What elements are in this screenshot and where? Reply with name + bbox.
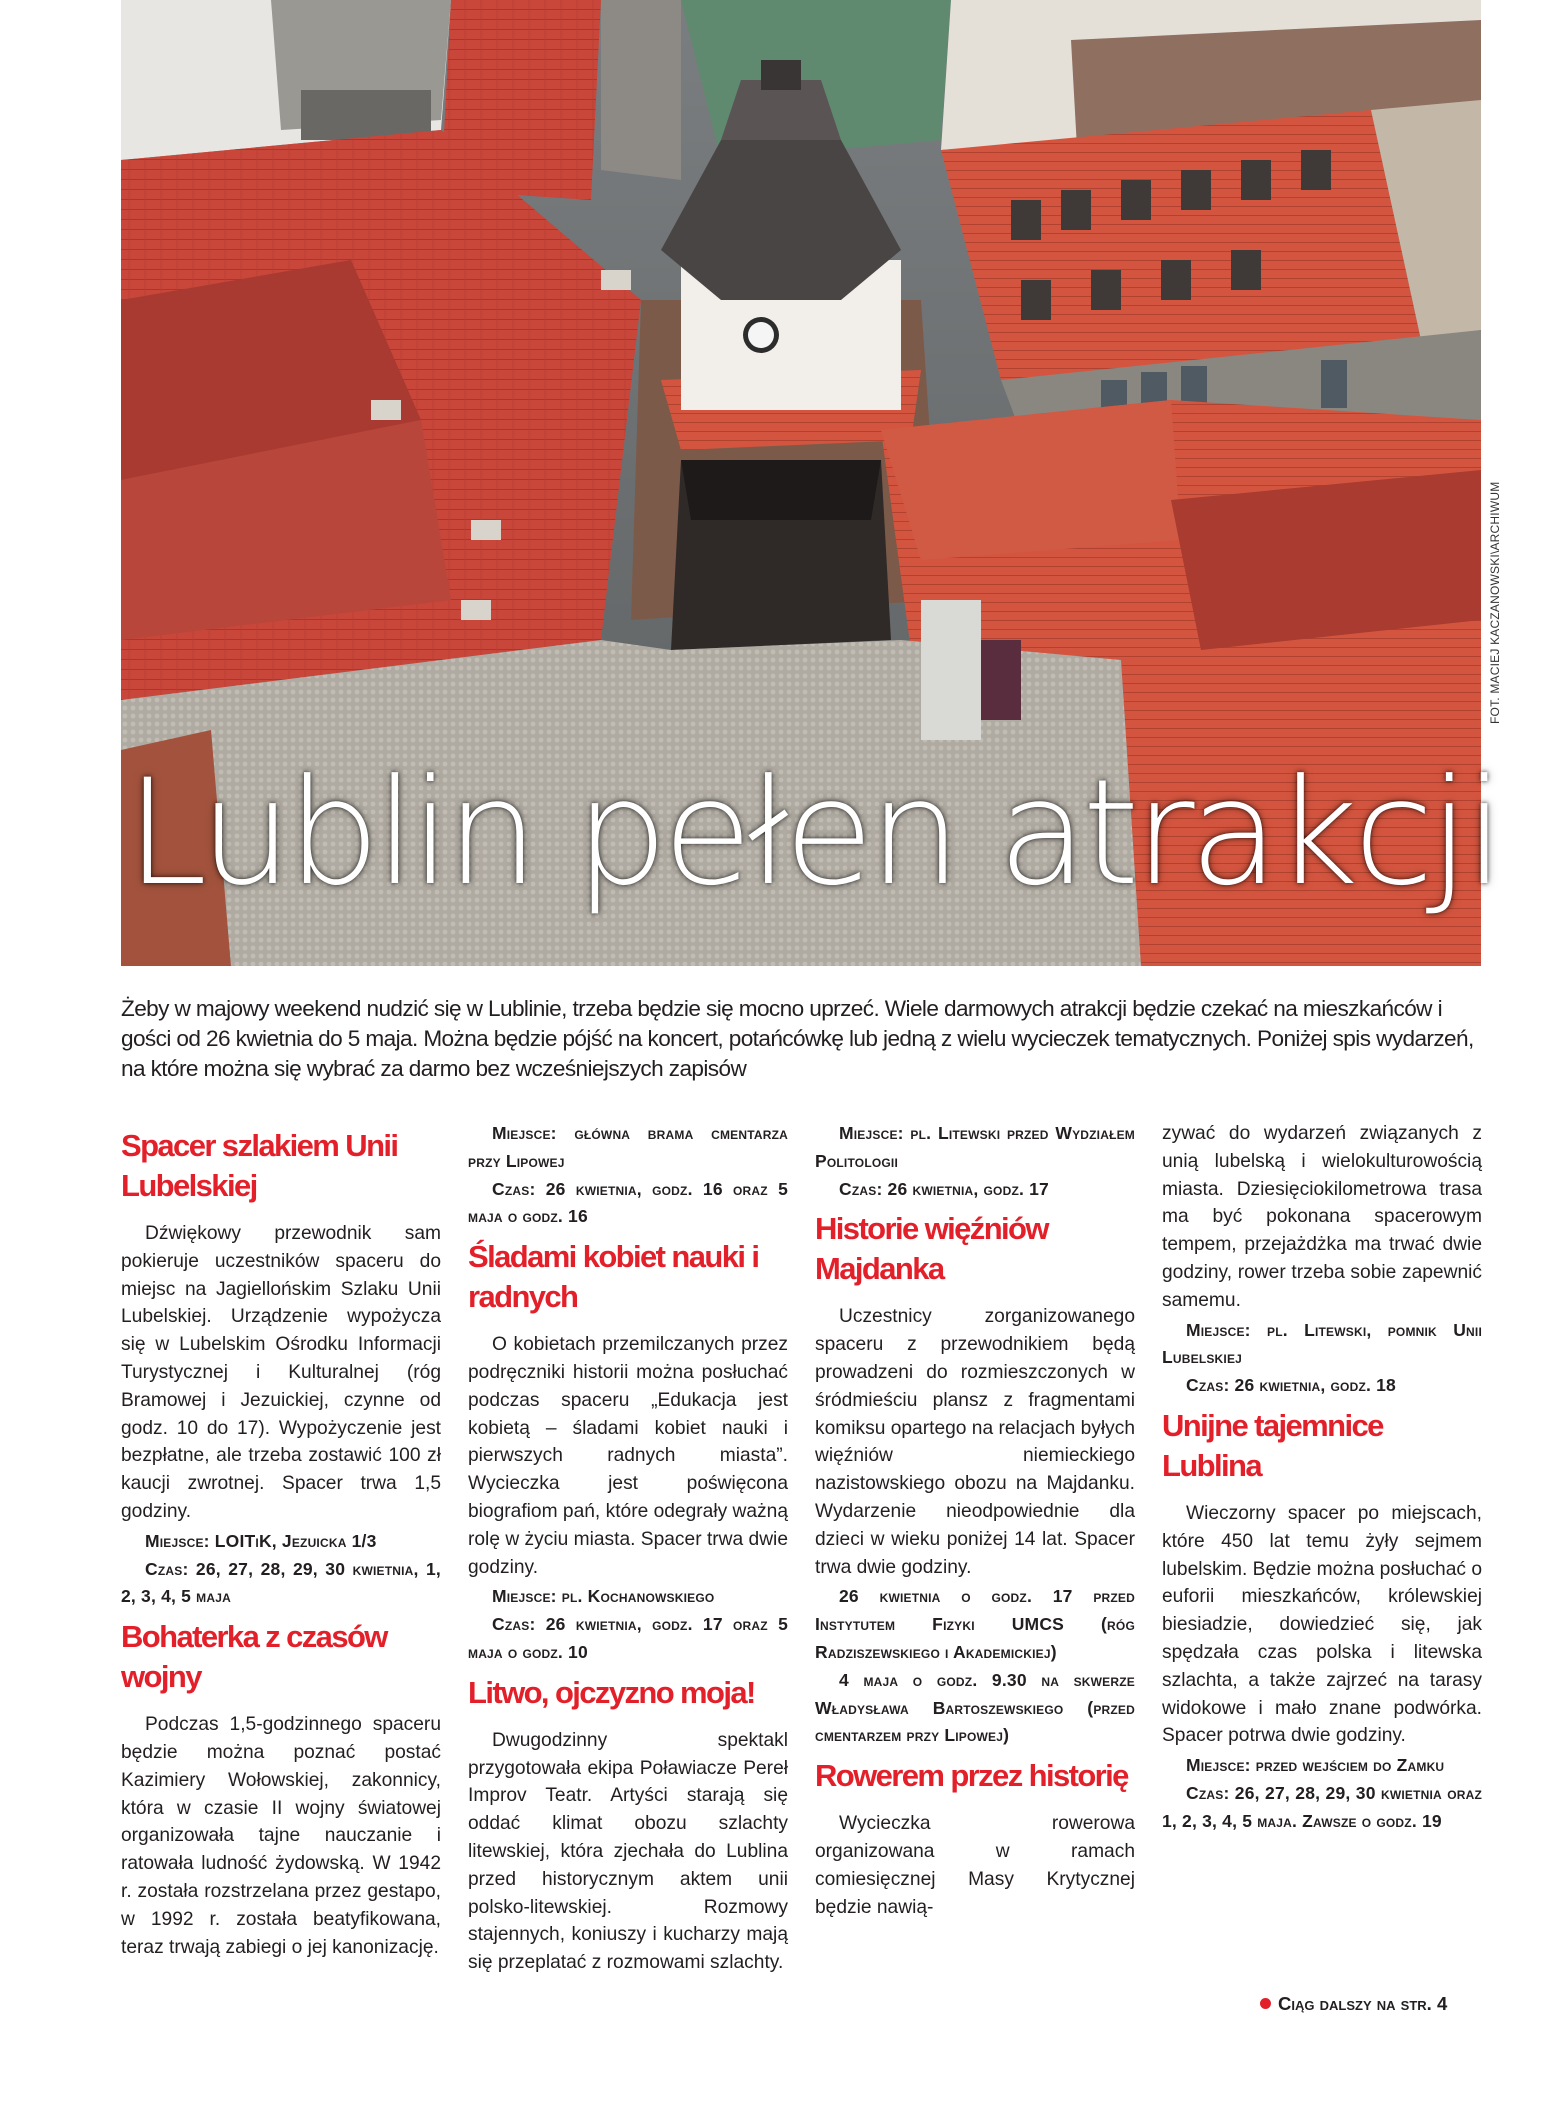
section-body: Wycieczka rowerowa organizowana w ramach comiesięcznej Masy Krytycznej będzie nawią- [815, 1813, 1135, 1918]
section-title: Spacer szlakiem Unii Lubelskiej [121, 1128, 398, 1203]
section-title: Śladami kobiet nauki i radnych [468, 1239, 759, 1315]
bullet-dot-icon [1260, 1998, 1271, 2009]
event-time: Czas: 26 kwietnia, godz. 16 oraz 5 maja o godz. 16 [468, 1178, 788, 1227]
event-place: Miejsce: pl. Litewski, pomnik Unii Lubelskiej [1162, 1319, 1482, 1368]
section-body: Uczestnicy zorganizowanego spaceru z przewodnikiem będą prowadzeni do rozmieszczonych w śródmieściu plansz z fragmentami komiksu opartego na relacjach byłych więźniów niemieckiego nazistowskiego obozu na Majdanku. Wydarzenie nieodpowiednie dla dzieci w wieku poniżej 14 lat. Spacer trwa dwie godziny. [815, 1306, 1135, 1578]
event-time: 4 maja o godz. 9.30 na skwerze Władysława Bartoszewskiego (przed cmentarzem przy Lipowej) [815, 1669, 1135, 1746]
headline: Lublin pełen atrakcji [126, 748, 1500, 918]
section-title: Unijne tajemnice Lublina [1162, 1407, 1383, 1483]
column-4 [1162, 1120, 1482, 1836]
section-title: Historie więźniów Majdanka [815, 1211, 1048, 1287]
section-body: Podczas 1,5-godzinnego spaceru będzie można poznać postać Kazimiery Wołowskiej, zakonnicy, która w czasie II wojny światowej organizowała tajne nauczanie i ratowała ludność żydowską. W 1942 r. została rozstrzelana przez gestapo, w 1992 r. została beatyfikowana, teraz trwają zabiegi o jej kanonizację. [121, 1714, 441, 1958]
section-body: O kobietach przemilczanych przez podręczniki historii można posłuchać podczas spaceru „Edukacja jest kobietą – śladami kobiet nauki i pierwszych radnych miasta”. Wycieczka jest poświęcona biografiom pań, które odegrały ważną rolę w życiu miasta. Spacer trwa dwie godziny. [468, 1334, 788, 1578]
event-time: Czas: 26 kwietnia, godz. 18 [1186, 1375, 1396, 1396]
section-body: Dźwiękowy przewodnik sam pokieruje uczestników spaceru do miejsc na Jagiellońskim Szlaku Unii Lubelskiej. Urządzenie wypożycza się w Lubelskim Ośrodku Informacji Turystycznej i Kulturalnej (róg Bramowej i Jezuickiej, czynne od godz. 10 do 17). Wypożyczenie jest bezpłatne, ale trzeba zostawić 100 zł kaucji zwrotnej. Spacer trwa 1,5 godziny. [121, 1223, 441, 1522]
event-time: Czas: 26, 27, 28, 29, 30 kwietnia, 1, 2, 3, 4, 5 maja [121, 1558, 441, 1607]
lead-paragraph: Żeby w majowy weekend nudzić się w Lublinie, trzeba będzie się mocno uprzeć. Wiele darmowych atrakcji będzie czekać na mieszkańców i gości od 26 kwietnia do 5 maja. Można będzie pójść na koncert, potańcówkę lub jedną z wielu wycieczek tematycznych. Poniżej spis wydarzeń, na które można się wybrać za darmo bez wcześniejszych zapisów [121, 996, 1474, 1081]
event-time: Czas: 26 kwietnia, godz. 17 [839, 1178, 1049, 1199]
column-3 [815, 1120, 1135, 1923]
continued-note [1260, 1993, 1447, 2015]
section-body: Wieczorny spacer po miejscach, które 450 lat temu żyły sejmem lubelskim. Będzie można posłuchać o euforii mieszkańców, królewskiej biesiadzie, dowiedzieć się, jak spędzała czas polska i litewska szlachta, a także zajrzeć na tarasy widokowe i mało znane podwórka. Spacer potrwa dwie godziny. [1162, 1502, 1482, 1747]
event-place: Miejsce: przed wejściem do Zamku [1186, 1755, 1445, 1776]
section-title: Bohaterka z czasów wojny [121, 1619, 387, 1695]
column-1 [121, 1120, 441, 1963]
column-2 [468, 1120, 788, 1979]
event-time: 26 kwietnia o godz. 17 przed Instytutem Fizyki UMCS (róg Radziszewskiego i Akademickiej) [815, 1586, 1135, 1662]
event-time: Czas: 26, 27, 28, 29, 30 kwietnia oraz 1, 2, 3, 4, 5 maja. Zawsze o godz. 19 [1162, 1782, 1482, 1831]
event-place: Miejsce: pl. Kochanowskiego [492, 1586, 715, 1607]
event-place: Miejsce: główna brama cmentarza przy Lipowej [468, 1123, 788, 1171]
event-time: Czas: 26 kwietnia, godz. 17 oraz 5 maja o godz. 10 [468, 1614, 788, 1662]
section-body-continued: zywać do wydarzeń związanych z unią lubelską i wielokulturowością miasta. Dziesięciokilometrowa trasa ma być pokonana spacerowym tempem, przejażdżka ma trwać dwie godziny, rower trzeba sobie zapewnić samemu. [1162, 1123, 1482, 1311]
event-place: Miejsce: LOITiK, Jezuicka 1/3 [145, 1530, 377, 1551]
section-body: Dwugodzinny spektakl przygotowała ekipa Poławiacze Pereł Improv Teatr. Artyści starają się oddać klimat obozu szlachty litewskiej, która zjechała do Lublina przed historycznym aktem unii polsko-litewskiej. Rozmowy stajennych, koniuszy i kucharzy mają się przeplatać z rozmowami szlachty. [468, 1729, 788, 1974]
section-title: Rowerem przez historię [815, 1758, 1128, 1794]
photo-credit: FOT. MACIEJ KACZANOWSKI\ARCHIWUM [1488, 481, 1502, 724]
section-title: Litwo, ojczyzno moja! [468, 1674, 755, 1710]
event-place: Miejsce: pl. Litewski przed Wydziałem Politologii [815, 1123, 1135, 1171]
continued-text: Ciąg dalszy na str. 4 [1278, 1993, 1448, 2014]
